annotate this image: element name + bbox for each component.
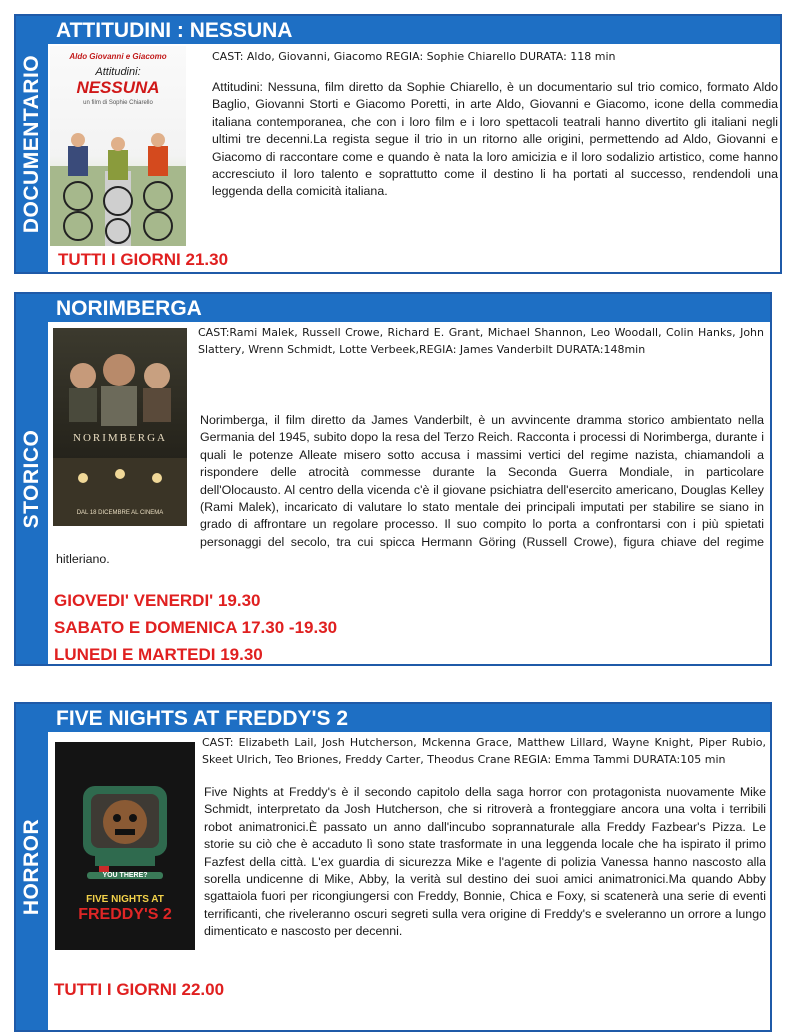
film-card-norimberga xyxy=(14,292,772,666)
film-title: ATTITUDINI : NESSUNA xyxy=(48,16,780,44)
schedule-line: TUTTI I GIORNI 21.30 xyxy=(58,250,229,269)
poster-credit: DAL 18 DICEMBRE AL CINEMA xyxy=(76,510,164,516)
schedule xyxy=(58,246,228,273)
plot-text: Attitudini: Nessuna, film diretto da Sophie Chiarello, è un documentario sul trio comico, formato Aldo Baglio, Giovanni Storti e Giacomo Poretti, in arte Aldo, Giovanni e Giacomo, icone della commedia italiana contemporanea, che con i loro film e i loro spettacoli teatrali hanno divertito gli italiani negli ultimi tre decenni.La regista segue il trio in un ritorno alle origini, permettendo ad Aldo, Giovanni e Giacomo di raccontare come e quando è nata la loro amicizia e il loro sodalizio artistico, come hanno accresciuto il loro talento e soprattutto come il destino li ha portati al successo, rendendoli una leggenda della comicità italiana. xyxy=(212,80,778,199)
plot-text: Norimberga, il film diretto da James Vanderbilt, è un avvincente dramma storico ambientato nella Germania del 1945, subito dopo la resa del Terzo Reich. Racconta i processi di Norimberga, durante i quali le potenze Alleate misero sotto accusa i massimi vertici del regime nazista, chiamandoli a rispondere delle atrocità commesse durante la Seconda Guerra Mondiale, in particolare dell'Olocausto. Al centro della vicenda c'è il giovane psichiatra dell'esercito americano, Douglas Kelley (Rami Malek), incaricato di valutare lo stato mentale dei principali imputati per stabilire se siano in grado di affrontare un regolare processo. Il suo compito lo porta a confrontarsi con i più spietati personaggi del secolo, tra cui spicca Hermann Göring (Russell Crowe), figura chiave del regime hitleriano. xyxy=(56,413,764,567)
poster-top-text: Aldo Giovanni e Giacomo xyxy=(69,52,167,61)
poster-title-line2: FREDDY'S 2 xyxy=(78,906,172,923)
cast-text: CAST: Aldo, Giovanni, Giacomo REGIA: Sophie Chiarello DURATA: 118 min xyxy=(212,50,616,63)
cast-text: CAST:Rami Malek, Russell Crowe, Richard E. Grant, Michael Shannon, Leo Woodall, Colin Hanks, John Slattery, Wrenn Schmidt, Lotte Verbeek,REGIA: James Vanderbilt DURATA:148min xyxy=(198,326,764,356)
film-info xyxy=(198,324,764,358)
film-title: NORIMBERGA xyxy=(48,294,770,322)
film-card-five-nights xyxy=(14,702,772,1032)
poster-title-line1: FIVE NIGHTS AT xyxy=(86,894,164,905)
poster-credit: un film di Sophie Chiarello xyxy=(83,100,153,106)
film-info xyxy=(202,734,766,768)
schedule xyxy=(54,976,224,1003)
film-plot xyxy=(54,784,766,954)
genre-label: DOCUMENTARIO xyxy=(16,16,48,272)
film-card-attitudini xyxy=(14,14,782,274)
film-info xyxy=(212,48,778,201)
schedule-line: GIOVEDI' VENERDI' 19.30 xyxy=(54,591,261,610)
schedule-line: LUNEDI E MARTEDI 19.30 xyxy=(54,645,263,664)
film-poster xyxy=(50,46,186,246)
cast-text: CAST: Elizabeth Lail, Josh Hutcherson, Mckenna Grace, Matthew Lillard, Wayne Knight, Piper Rubio, Skeet Ulrich, Teo Briones, Freddy Carter, Theodus Crane REGIA: Emma Tammi DURATA:105 min xyxy=(202,736,766,766)
schedule-line: SABATO E DOMENICA 17.30 -19.30 xyxy=(54,618,338,637)
schedule-line: TUTTI I GIORNI 22.00 xyxy=(54,980,225,999)
film-title: FIVE NIGHTS AT FREDDY'S 2 xyxy=(48,704,770,732)
film-plot xyxy=(56,412,764,569)
poster-title-line2: NESSUNA xyxy=(76,78,160,97)
poster-cyclists-image xyxy=(50,46,186,246)
genre-label: STORICO xyxy=(16,294,48,664)
poster-badge: YOU THERE? xyxy=(87,872,163,879)
poster-title-line1: Attitudini: xyxy=(95,66,141,78)
poster-title: NORIMBERGA xyxy=(73,432,167,444)
plot-text: Five Nights at Freddy's è il secondo capitolo della saga horror con protagonista nuovamente Mike Schmidt, interpretato da Josh Hutcherson, che si ritroverà a fronteggiare ancora una volta i terribili robot animatronici.È passato un anno dall'incubo soprannaturale alla Freddy Fazbear's Pizza. Le storie su ciò che è accaduto lì sono state trasformate in una leggenda locale che ha ispirato il primo Fazfest della città. L'ex guardia di sicurezza Mike e l'agente di polizia Vanessa hanno nascosto alla sorella undicenne di Mike, Abby, la verità sul destino dei suoi amici animatronici.Ma quando Abby sgattaiola fuori per ricongiungersi con Freddy, Bonnie, Chica e Foxy, si scatenerà una serie di eventi terrificanti, che riveleranno oscuri segreti sulla vera origine di Freddy's e sveleranno un orrore a lungo dimenticato e nascosto per decenni. xyxy=(204,785,766,939)
schedule xyxy=(54,587,337,666)
genre-label: HORROR xyxy=(16,704,48,1030)
